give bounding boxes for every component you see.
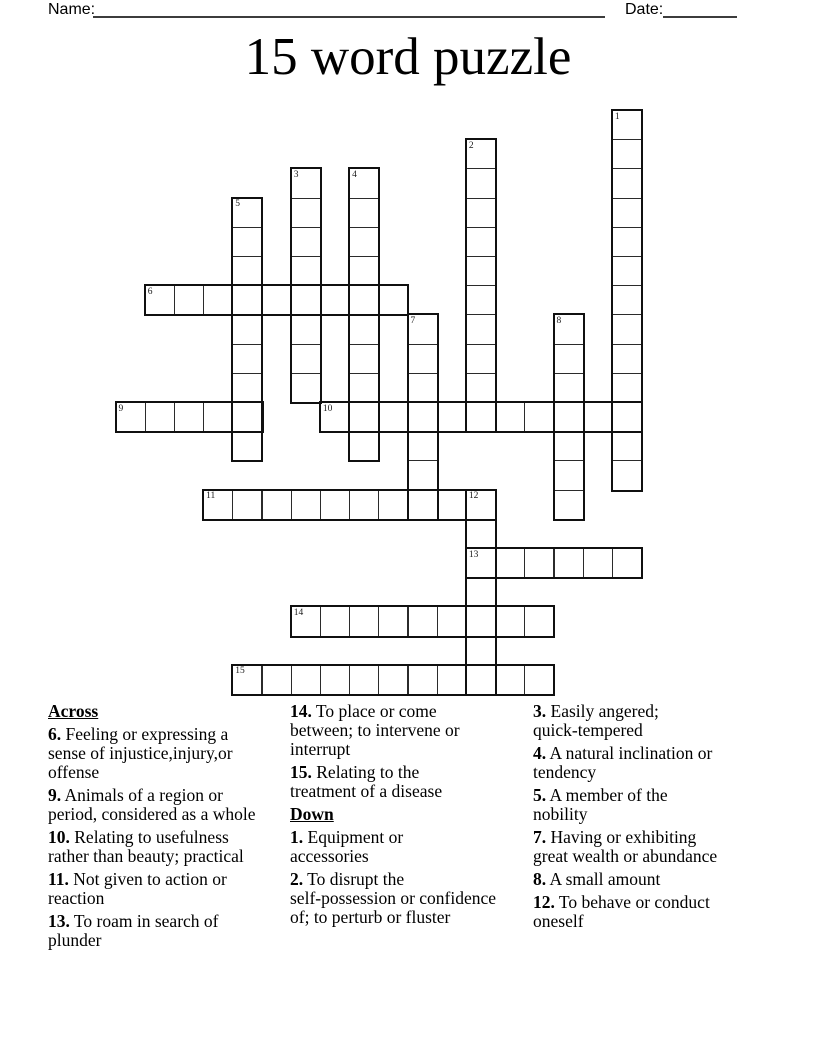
grid-cell[interactable] xyxy=(203,402,233,432)
clue-number: 13 xyxy=(468,549,479,560)
clue-item-5: 5. A member of the nobility xyxy=(533,785,668,824)
clue-num: 7. xyxy=(533,827,547,847)
grid-cell[interactable] xyxy=(291,227,321,257)
grid-cell[interactable] xyxy=(408,314,438,344)
clue-item-1: 1. Equipment or accessories xyxy=(290,827,404,866)
grid-cell[interactable] xyxy=(408,431,438,461)
grid-cell[interactable] xyxy=(349,431,379,461)
clues-column-3 xyxy=(533,702,717,935)
grid-cell[interactable] xyxy=(524,665,554,695)
clue-item-7: 7. Having or exhibiting great wealth or abundance xyxy=(533,827,718,866)
grid-cell[interactable] xyxy=(466,606,496,636)
grid-cell[interactable] xyxy=(291,256,321,286)
clue-item-3: 3. Easily angered; quick-tempered xyxy=(533,701,659,740)
grid-cell[interactable] xyxy=(495,548,525,578)
grid-cell[interactable] xyxy=(408,373,438,403)
grid-cell[interactable] xyxy=(466,636,496,666)
page-title: 15 word puzzle xyxy=(244,28,572,86)
grid-cell[interactable] xyxy=(232,373,262,403)
clue-number: 3 xyxy=(293,169,299,180)
grid-cell[interactable] xyxy=(378,285,408,315)
grid-cell[interactable] xyxy=(349,168,379,198)
grid-cell[interactable] xyxy=(408,490,438,520)
clue-num: 12. xyxy=(533,892,555,912)
grid-cell[interactable] xyxy=(408,606,438,636)
grid-cell[interactable] xyxy=(262,490,292,520)
grid-cell[interactable] xyxy=(612,548,642,578)
grid-cell[interactable] xyxy=(349,665,379,695)
name-label: Name: xyxy=(48,1,96,18)
grid-cell[interactable] xyxy=(408,460,438,490)
grid-cell[interactable] xyxy=(437,402,467,432)
grid-cell[interactable] xyxy=(378,606,408,636)
grid-cell[interactable] xyxy=(174,402,204,432)
clue-item-15: 15. Relating to the treatment of a disease xyxy=(290,762,443,801)
across-heading: Across xyxy=(48,701,99,721)
grid-cell[interactable] xyxy=(349,198,379,228)
clue-number: 6 xyxy=(147,286,153,297)
clue-number: 8 xyxy=(556,315,562,326)
clue-num: 3. xyxy=(533,701,547,721)
grid-cell[interactable] xyxy=(203,285,233,315)
clue-number: 11 xyxy=(206,491,216,502)
grid-cell[interactable] xyxy=(349,606,379,636)
grid-cell[interactable] xyxy=(612,314,642,344)
down-heading: Down xyxy=(290,804,334,824)
clue-item-9: 9. Animals of a region or period, considered as a whole xyxy=(48,785,256,824)
grid-cell[interactable] xyxy=(495,665,525,695)
clue-number: 7 xyxy=(410,315,416,326)
grid-cell[interactable] xyxy=(466,168,496,198)
grid-cell[interactable] xyxy=(612,256,642,286)
grid-cell[interactable] xyxy=(466,519,496,549)
grid-cell[interactable] xyxy=(554,373,584,403)
clue-number: 2 xyxy=(468,140,474,151)
clue-item-14: 14. To place or come between; to intervene or interrupt xyxy=(290,701,460,759)
grid-cell[interactable] xyxy=(203,490,233,520)
grid-cell[interactable] xyxy=(495,606,525,636)
grid-cell[interactable] xyxy=(524,606,554,636)
clues-column-1 xyxy=(48,702,256,954)
grid-cell[interactable] xyxy=(554,490,584,520)
grid-cell[interactable] xyxy=(437,490,467,520)
grid-cell[interactable] xyxy=(232,198,262,228)
clue-item-11: 11. Not given to action or reaction xyxy=(48,869,227,908)
grid-cell[interactable] xyxy=(612,344,642,374)
grid-cell[interactable] xyxy=(232,402,262,432)
grid-cell[interactable] xyxy=(232,256,262,286)
clue-number: 5 xyxy=(235,199,241,210)
grid-cell[interactable] xyxy=(466,227,496,257)
grid-cell[interactable] xyxy=(612,373,642,403)
grid-cell[interactable] xyxy=(408,402,438,432)
grid-cell[interactable] xyxy=(232,227,262,257)
grid-cell[interactable] xyxy=(349,227,379,257)
grid-cell[interactable] xyxy=(349,314,379,344)
grid-cell[interactable] xyxy=(349,402,379,432)
grid-cell[interactable] xyxy=(349,344,379,374)
grid-cell[interactable] xyxy=(466,256,496,286)
date-label: Date: xyxy=(625,1,664,18)
grid-cell[interactable] xyxy=(466,577,496,607)
grid-cell[interactable] xyxy=(232,490,262,520)
clue-num: 11. xyxy=(48,869,69,889)
grid-cell[interactable] xyxy=(232,285,262,315)
grid-cell[interactable] xyxy=(232,665,262,695)
grid-cell[interactable] xyxy=(320,665,350,695)
clue-item-12: 12. To behave or conduct oneself xyxy=(533,892,710,931)
clue-num: 9. xyxy=(48,785,62,805)
grid-cell[interactable] xyxy=(612,227,642,257)
grid-cell[interactable] xyxy=(291,198,321,228)
clue-num: 15. xyxy=(290,762,312,782)
grid-cell[interactable] xyxy=(554,431,584,461)
grid-cell[interactable] xyxy=(612,168,642,198)
grid-cell[interactable] xyxy=(378,665,408,695)
clue-item-10: 10. Relating to usefulness rather than beauty; practical xyxy=(48,827,244,866)
clue-num: 6. xyxy=(48,724,62,744)
grid-cell[interactable] xyxy=(378,402,408,432)
grid-cell[interactable] xyxy=(291,344,321,374)
clues-column-2 xyxy=(290,702,496,931)
grid-cell[interactable] xyxy=(408,665,438,695)
grid-cell[interactable] xyxy=(466,285,496,315)
clue-number: 15 xyxy=(235,666,245,677)
grid-cell[interactable] xyxy=(466,548,496,578)
grid-cell[interactable] xyxy=(174,285,204,315)
grid-cell[interactable] xyxy=(116,402,146,432)
grid-cell[interactable] xyxy=(612,431,642,461)
grid-cell[interactable] xyxy=(466,490,496,520)
grid-cell[interactable] xyxy=(320,606,350,636)
grid-cell[interactable] xyxy=(349,373,379,403)
grid-cell[interactable] xyxy=(466,344,496,374)
grid-cell[interactable] xyxy=(145,402,175,432)
clue-number: 9 xyxy=(118,403,124,414)
grid-cell[interactable] xyxy=(232,344,262,374)
clue-item-4: 4. A natural inclination or tendency xyxy=(533,743,713,782)
grid-cell[interactable] xyxy=(612,285,642,315)
grid-cell[interactable] xyxy=(145,285,175,315)
grid-cell[interactable] xyxy=(262,665,292,695)
clue-num: 1. xyxy=(290,827,304,847)
grid-cell[interactable] xyxy=(408,344,438,374)
grid-cell[interactable] xyxy=(554,344,584,374)
grid-cell[interactable] xyxy=(291,373,321,403)
grid-cell[interactable] xyxy=(291,285,321,315)
clue-num: 5. xyxy=(533,785,547,805)
grid-cell[interactable] xyxy=(232,314,262,344)
grid-cell[interactable] xyxy=(554,548,584,578)
clue-num: 8. xyxy=(533,869,547,889)
clue-item-2: 2. To disrupt the self-possession or confidence of; to perturb or fluster xyxy=(290,869,497,927)
clue-number: 14 xyxy=(293,607,304,618)
clue-number: 4 xyxy=(352,169,357,180)
grid-cell[interactable] xyxy=(437,606,467,636)
clue-item-8: 8. A small amount xyxy=(533,869,661,889)
grid-cell[interactable] xyxy=(466,402,496,432)
grid-cell[interactable] xyxy=(232,431,262,461)
grid-cell[interactable] xyxy=(320,402,350,432)
clue-item-6: 6. Feeling or expressing a sense of injustice,injury,or offense xyxy=(48,724,233,782)
grid-cell[interactable] xyxy=(466,314,496,344)
clue-number: 1 xyxy=(614,111,620,122)
grid-cell[interactable] xyxy=(495,402,525,432)
grid-cell[interactable] xyxy=(291,606,321,636)
grid-cell[interactable] xyxy=(291,314,321,344)
grid-cell[interactable] xyxy=(524,548,554,578)
grid-cell[interactable] xyxy=(612,198,642,228)
grid-cell[interactable] xyxy=(583,548,613,578)
clue-item-13: 13. To roam in search of plunder xyxy=(48,911,219,950)
grid-cell[interactable] xyxy=(554,460,584,490)
clue-number: 10 xyxy=(322,403,333,414)
grid-cell[interactable] xyxy=(554,402,584,432)
grid-cell[interactable] xyxy=(437,665,467,695)
clue-num: 14. xyxy=(290,701,312,721)
grid-cell[interactable] xyxy=(612,402,642,432)
grid-cell[interactable] xyxy=(291,665,321,695)
grid-cell[interactable] xyxy=(466,665,496,695)
grid-cell[interactable] xyxy=(349,285,379,315)
grid-cell[interactable] xyxy=(466,198,496,228)
grid-cell[interactable] xyxy=(612,460,642,490)
grid-cell[interactable] xyxy=(583,402,613,432)
grid-cell[interactable] xyxy=(612,139,642,169)
clue-num: 10. xyxy=(48,827,70,847)
grid-cell[interactable] xyxy=(554,314,584,344)
grid-cell[interactable] xyxy=(291,490,321,520)
grid-cell[interactable] xyxy=(466,373,496,403)
grid-cell[interactable] xyxy=(612,110,642,140)
clue-num: 13. xyxy=(48,911,70,931)
clue-num: 4. xyxy=(533,743,547,763)
grid-cell[interactable] xyxy=(524,402,554,432)
grid-cell[interactable] xyxy=(320,490,350,520)
grid-cell[interactable] xyxy=(466,139,496,169)
grid-cell[interactable] xyxy=(378,490,408,520)
grid-cell[interactable] xyxy=(349,256,379,286)
clue-num: 2. xyxy=(290,869,304,889)
grid-cell[interactable] xyxy=(349,490,379,520)
grid-cell[interactable] xyxy=(291,168,321,198)
grid-cell[interactable] xyxy=(262,285,292,315)
clue-number: 12 xyxy=(468,491,479,502)
grid-cell[interactable] xyxy=(320,285,350,315)
